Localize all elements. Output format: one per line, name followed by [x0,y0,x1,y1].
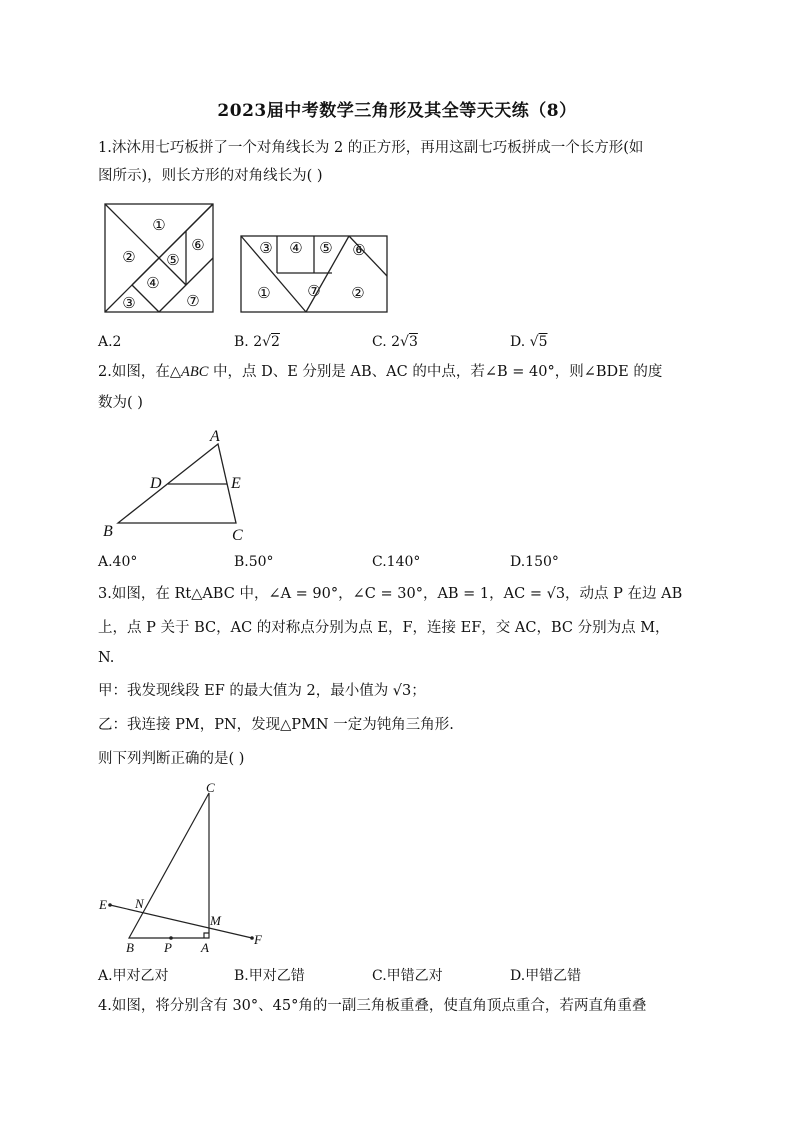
q3-label-m: M [210,913,221,928]
square-label-7: ⑦ [186,294,200,310]
q2-label-c: C [232,527,243,544]
rect-label-7: ⑦ [307,284,321,300]
square-label-1: ① [152,218,166,234]
q3-label-a: A [201,940,209,955]
rect-label-1: ① [257,286,271,302]
page-title: 2023届中考数学三角形及其全等天天练（8） [217,101,577,121]
q1-tangram-figure [100,200,400,318]
q3-label-f: F [254,932,262,947]
q3-triangle-figure [96,778,276,958]
q3-text-line2: 上，点 P 关于 BC，AC 的对称点分别为点 E，F，连接 EF，交 AC，BC 分别为点 M， [98,620,670,636]
square-label-4: ④ [146,276,160,292]
rect-label-5: ⑤ [319,241,333,257]
q2-triangle-figure [96,424,266,546]
q1-option-a: A.2 [98,334,122,350]
q3-text-line3: N. [98,650,115,666]
q1-option-c: C. 2√3 [372,334,418,350]
rect-label-3: ③ [259,241,273,257]
q3-text-line1: 3.如图，在 Rt△ABC 中，∠A = 90°，∠C = 30°，AB = 1，AC = √3，动点 P 在边 AB [98,586,683,602]
q3-label-e: E [99,897,107,912]
q2-option-a: A.40° [98,554,138,570]
q3-option-b: B.甲对乙错 [234,968,305,984]
q3-option-d: D.甲错乙错 [510,968,582,984]
q3-jia-statement: 甲：我发现线段 EF 的最大值为 2，最小值为 √3； [98,683,426,699]
q2-option-b: B.50° [234,554,274,570]
q1-option-d: D. √5 [510,334,548,350]
q2-text-line1: 2.如图，在△ABC 中，点 D、E 分别是 AB、AC 的中点，若∠B = 40°，则∠BDE 的度 [98,364,663,380]
q2-label-d: D [150,475,162,492]
q1-text-line2: 图所示)，则长方形的对角线长为( ) [98,168,323,184]
q4-text-line1: 4.如图，将分别含有 30°、45°角的一副三角板重叠，使直角顶点重合，若两直角重叠 [98,998,647,1014]
q2-option-d: D.150° [510,554,559,570]
rect-label-6: ⑥ [352,243,366,259]
q1-option-b: B. 2√2 [234,334,280,350]
q1-text-line1: 1.沐沐用七巧板拼了一个对角线长为 2 的正方形，再用这副七巧板拼成一个长方形(如 [98,140,644,156]
q3-option-a: A.甲对乙对 [98,968,169,984]
q2-label-b: B [103,523,113,540]
rect-label-2: ② [351,286,365,302]
q2-label-e: E [231,475,241,492]
q2-text-line2: 数为( ) [98,395,143,411]
square-label-6: ⑥ [191,238,205,254]
q3-label-b: B [126,940,134,955]
q2-label-a: A [210,428,220,445]
q2-option-c: C.140° [372,554,421,570]
q3-option-c: C.甲错乙对 [372,968,443,984]
q3-label-n: N [135,896,144,911]
q3-label-c: C [206,780,215,795]
square-label-2: ② [122,250,136,266]
q3-label-p: P [164,940,172,955]
rect-label-4: ④ [289,241,303,257]
square-label-3: ③ [122,296,136,312]
q3-question: 则下列判断正确的是( ) [98,751,245,767]
q3-yi-statement: 乙：我连接 PM，PN，发现△PMN 一定为钝角三角形. [98,717,454,733]
square-label-5: ⑤ [166,253,180,269]
